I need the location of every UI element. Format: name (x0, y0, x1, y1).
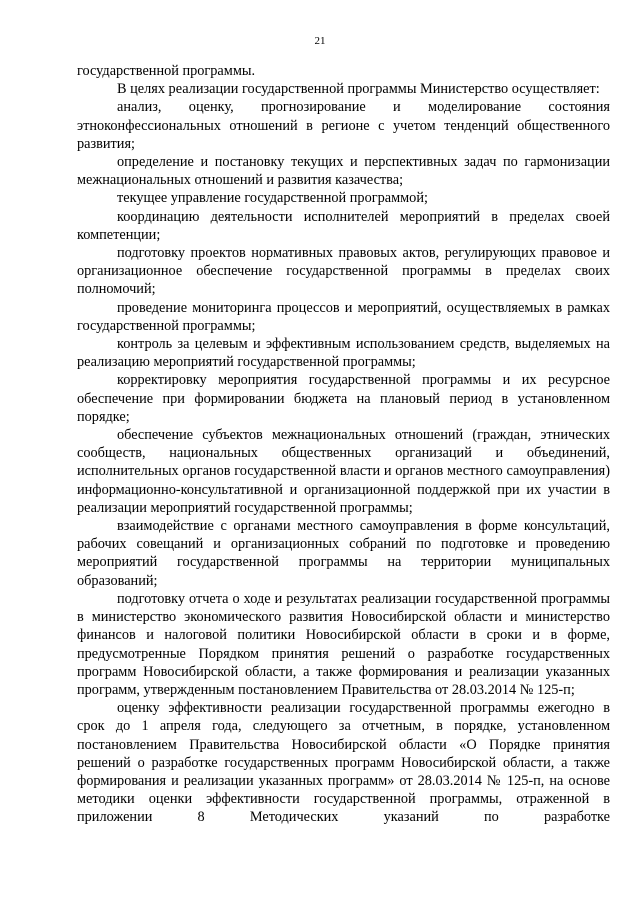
paragraph: корректировку мероприятия государственной программы и их ресурсное обеспечение при формировании бюджета на плановый период в установленном порядке; (77, 372, 610, 425)
paragraph: координацию деятельности исполнителей мероприятий в пределах своей компетенции; (77, 208, 610, 243)
paragraph: В целях реализации государственной программы Министерство осуществляет: (117, 81, 600, 98)
paragraph: взаимодействие с органами местного самоуправления в форме консультаций, рабочих совещаний и организационных собраний по подготовке и проведению мероприятий государственной программы на территории муниципальных образований; (77, 518, 610, 589)
paragraph: текущее управление государственной программой; (117, 190, 428, 207)
paragraph: проведение мониторинга процессов и мероприятий, осуществляемых в рамках государственной программы; (77, 299, 610, 334)
paragraph: обеспечение субъектов межнациональных отношений (граждан, этнических сообществ, национальных общественных организаций и объединений, исполнительных органов государственной власти и органов местного самоуправления) информационно-консультативной и организационной поддержкой при их участии в реализации мероприятий государственной программы; (77, 427, 610, 516)
paragraph: подготовку отчета о ходе и результатах реализации государственной программы в министерство экономического развития Новосибирской области и министерство финансов и налоговой политики Новосибирской области в сроки и в форме, предусмотренные Порядком принятия решений о разработке государственных программ Новосибирской области, а также формирования и реализации указанных программ, утвержденным постановлением Правительства от 28.03.2014 № 125-п; (77, 590, 610, 698)
paragraph: определение и постановку текущих и перспективных задач по гармонизации межнациональных отношений и развития казачества; (77, 154, 610, 189)
paragraph: контроль за целевым и эффективным использованием средств, выделяемых на реализацию мероприятий государственной программы; (77, 336, 610, 371)
paragraph: анализ, оценку, прогнозирование и моделирование состояния этноконфессиональных отношений в регионе с учетом тенденций общественного развития; (77, 99, 610, 152)
paragraph: государственной программы. (77, 63, 256, 79)
paragraph: оценку эффективности реализации государственной программы ежегодно в срок до 1 апреля года, следующего за отчетным, в порядке, установленном постановлением Правительства Новосибирской области «О Порядке принятия решений о разработке государственных программ Новосибирской области, а также формирования и реализации указанных программ» от 28.03.2014 № 125-п, на основе методики оценки эффективности государственной программы, отраженной в приложении 8 Методических указаний по разработке (77, 700, 610, 826)
page-number: 21 (314, 35, 326, 47)
paragraph: подготовку проектов нормативных правовых актов, регулирующих правовое и организационное обеспечение государственной программы в пределах своих полномочий; (77, 245, 610, 298)
document-body (77, 62, 610, 827)
